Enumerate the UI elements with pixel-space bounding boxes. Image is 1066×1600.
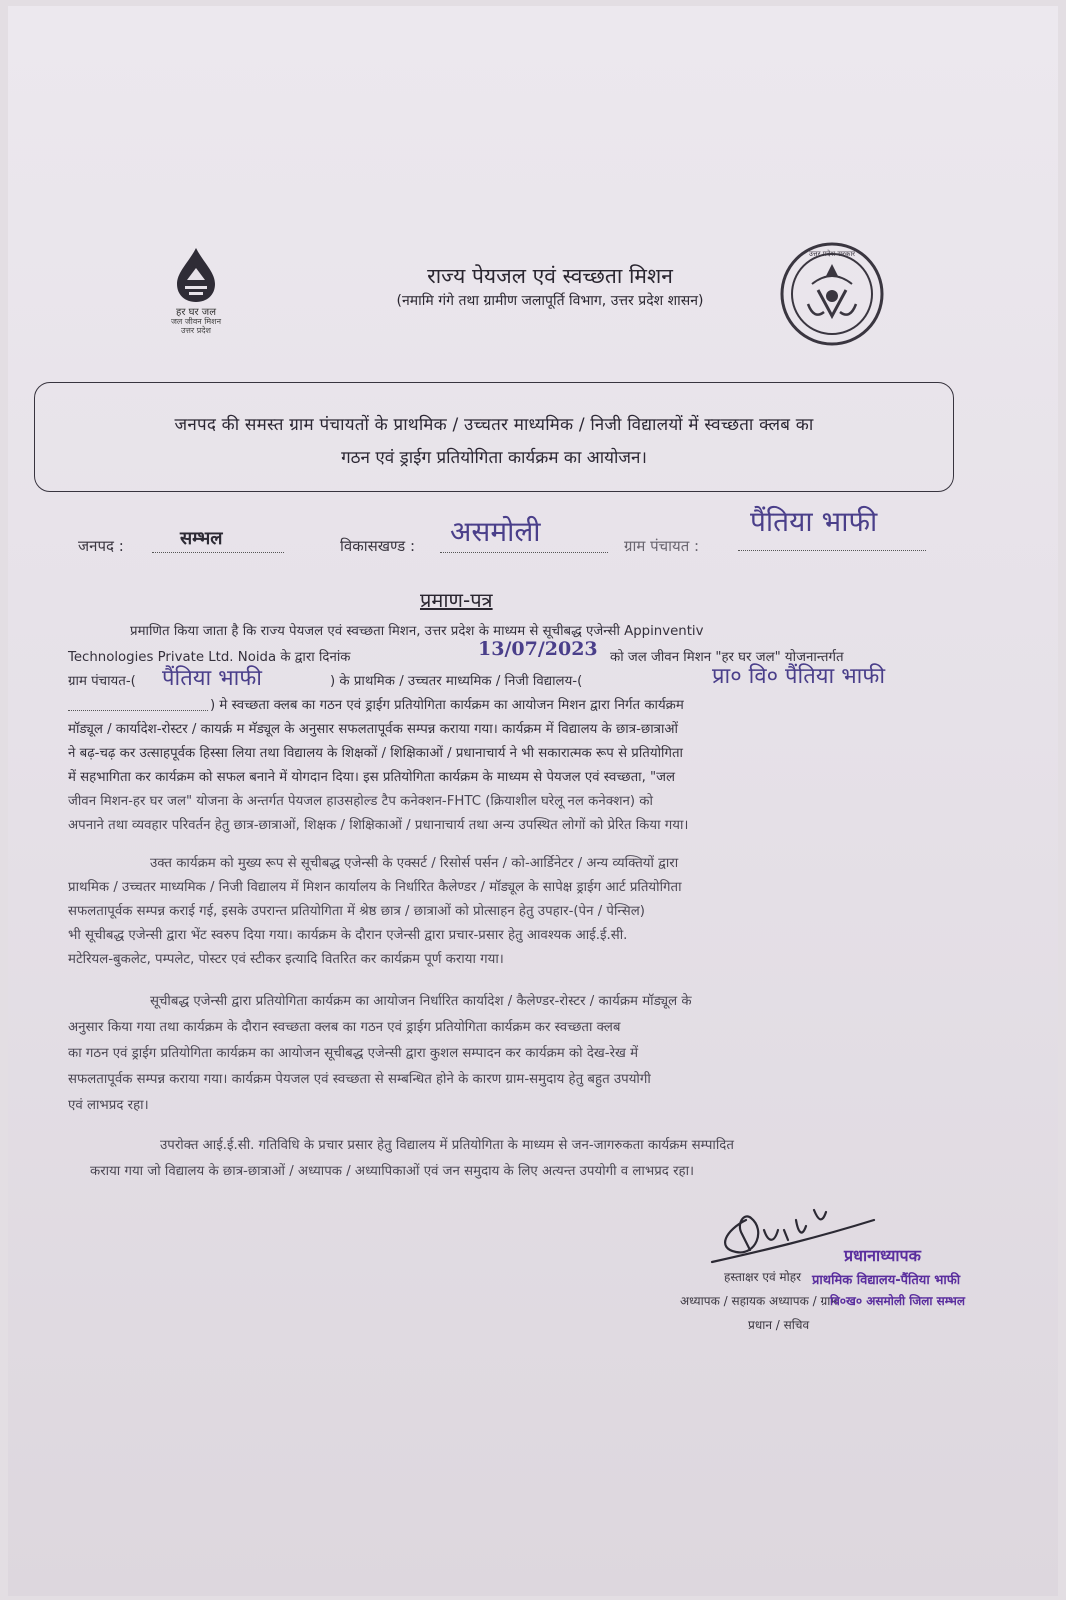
role-line-1: अध्यापक / सहायक अध्यापक / ग्राम [680,1294,838,1308]
block-label: विकासखण्ड : [340,537,416,555]
p3-line-1: सूचीबद्ध एजेन्सी द्वारा प्रतियोगिता कार्यक्रम का आयोजन निर्धारित कार्यादेश / कैलेण्डर-रोस्टर / कार्यक्रम मॉड्यूल के [150,994,692,1009]
p1-line-6: ने बढ़-चढ़ कर उत्साहपूर्वक हिस्सा लिया तथा विद्यालय के शिक्षकों / शिक्षिकाओं / प्रधानाचार्य ने भी सकारात्मक रूप से प्रतियोगिता [68,746,683,761]
subject-line-1: जनपद की समस्त ग्राम पंचायतों के प्राथमिक / उच्चतर माध्यमिक / निजी विद्यालयों में स्वच्छता क्लब का [174,415,814,435]
water-drop-icon [171,246,221,304]
p1-line-7: में सहभागिता कर कार्यक्रम को सफल बनाने में योगदान दिया। इस प्रतियोगिता कार्यक्रम के माध्यम से पेयजल एवं स्वच्छता, "जल [68,770,676,785]
p3-line-5: एवं लाभप्रद रहा। [68,1098,149,1113]
p1-line-1: प्रमाणित किया जाता है कि राज्य पेयजल एवं स्वच्छता मिशन, उत्तर प्रदेश के माध्यम से सूचीबद्ध एजेन्सी Appinventiv [130,624,704,639]
p3-line-4: सफलतापूर्वक सम्पन्न कराया गया। कार्यक्रम पेयजल एवं स्वच्छता से सम्बन्धित होने के कारण ग्राम-समुदाय हेतु बहुत उपयोगी [68,1072,651,1087]
p1-line-4: ) मे स्वच्छता क्लब का गठन एवं ड्राईग प्रतियोगिता कार्यक्रम का आयोजन मिशन द्वारा निर्गत कार्यक्रम [210,698,684,713]
district-value: सम्भल [180,528,223,549]
p2-line-1: उक्त कार्यक्रम को मुख्य रूप से सूचीबद्ध एजेन्सी के एक्सर्ट / रिसोर्स पर्सन / को-आर्डिनेटर / अन्य व्यक्तियों द्वारा [150,856,679,871]
p3-line-3: का गठन एवं ड्राईग प्रतियोगिता कार्यक्रम का आयोजन सूचीबद्ध एजेन्सी द्वारा कुशल सम्पादन कर कार्यक्रम को देख-रेख में [68,1046,639,1061]
school-dotted-line [68,706,208,711]
p2-line-4: भी सूचीबद्ध एजेन्सी द्वारा भेंट स्वरुप दिया गया। कार्यक्रम के दौरान एजेन्सी द्वारा प्रचार-प्रसार हेतु आवश्यक आई.ई.सी. [68,928,628,943]
stamp-block-district: वि०ख० असमोली जिला सम्भल [830,1294,965,1308]
p4-line-1: उपरोक्त आई.ई.सी. गतिविधि के प्रचार प्रसार हेतु विद्यालय में प्रतियोगिता के माध्यम से जन-जागरुकता कार्यक्रम सम्पादित [160,1138,734,1153]
emblem-text: उत्तर प्रदेश सरकार [808,250,856,258]
block-value: असमोली [450,515,541,548]
p4-line-2: कराया गया जो विद्यालय के छात्र-छात्राओं / अध्यापक / अध्यापिकाओं एवं जन समुदाय के लिए अत्यन्त उपयोगी व लाभप्रद रहा। [90,1164,695,1179]
district-label: जनपद : [78,537,124,555]
date-value: 13/07/2023 [478,638,598,660]
gram-panchayat-fill: पैंतिया भाफी [162,666,263,691]
block-field [440,515,608,553]
p3-line-2: अनुसार किया गया तथा कार्यक्रम के दौरान स्वच्छता क्लब का गठन एवं ड्राईग प्रतियोगिता कार्यक्रम कर स्वच्छता क्लब [68,1020,621,1035]
signature-label: हस्ताक्षर एवं मोहर [724,1270,802,1284]
gram-panchayat-value: पैंतिया भाफी [750,505,878,538]
logo-caption-1: हर घर जल [176,307,216,318]
har-ghar-jal-logo [160,246,232,341]
p2-line-2: प्राथमिक / उच्चतर माध्यमिक / निजी विद्यालय में मिशन कार्यालय के निर्धारित कैलेण्डर / मॉड्यूल के सापेक्ष ड्राईग आर्ट प्रतियोगिता [68,880,682,895]
logo-caption-3: उत्तर प्रदेश [181,326,211,335]
p2-line-5: मटेरियल-बुकलेट, पम्पलेट, पोस्टर एवं स्टीकर इत्यादि वितरित कर कार्यक्रम पूर्ण कराया गया। [68,952,504,967]
p1-line-8: जीवन मिशन-हर घर जल" योजना के अन्तर्गत पेयजल हाउसहोल्ड टैप कनेक्शन-FHTC (क्रियाशील घरेलू नल कनेक्शन) को [68,794,653,809]
signature-block [680,1190,1060,1350]
p1-line-2a: Technologies Private Ltd. Noida के द्वारा दिनांक [68,650,351,665]
up-government-emblem [778,240,886,348]
stamp-headmaster: प्रधानाध्यापक [844,1246,921,1265]
district-field [152,528,284,553]
page-subtitle: (नमामि गंगे तथा ग्रामीण जलापूर्ति विभाग, उत्तर प्रदेश शासन) [396,293,704,309]
certificate-title: प्रमाण-पत्र [420,588,493,612]
p1-line-3a: ग्राम पंचायत-( [68,674,136,689]
p1-line-5: मॉड्यूल / कार्यादेश-रोस्टर / कायर्क्र म मॅड्यूल के अनुसार सफलतापूर्वक सम्पन्न कराया गया। कार्यक्रम में विद्यालय के छात्र-छात्राओं [68,722,679,737]
p2-line-3: सफलतापूर्वक सम्पन्न कराई गई, इसके उपरान्त प्रतियोगिता में श्रेष्ठ छात्र / छात्राओं को प्रोत्साहन हेतु उपहार-(पेन / पेन्सिल) [68,904,645,919]
school-fill: प्रा० वि० पैंतिया भाफी [712,664,886,689]
gram-panchayat-label: ग्राम पंचायत : [624,537,700,555]
p1-line-3b: ) के प्राथमिक / उच्चतर माध्यमिक / निजी विद्यालय-( [330,674,583,689]
p1-line-9: अपनाने तथा व्यवहार परिवर्तन हेतु छात्र-छात्राओं, शिक्षक / शिक्षिकाओं / प्रधानाचार्य तथा अन्य उपस्थित लोगों को प्रेरित किया गया। [68,818,689,833]
role-line-2: प्रधान / सचिव [748,1318,810,1332]
gram-panchayat-field [738,505,926,551]
stamp-school-name: प्राथमिक विद्यालय-पैंतिया भाफी [812,1273,961,1288]
subject-box [34,382,954,492]
p1-line-2b: को जल जीवन मिशन "हर घर जल" योजनान्तर्गत [610,650,844,665]
subject-line-2: गठन एवं ड्राईग प्रतियोगिता कार्यक्रम का आयोजन। [341,448,647,468]
logo-caption-2: जल जीवन मिशन [170,317,222,326]
page-title: राज्य पेयजल एवं स्वच्छता मिशन [427,264,673,288]
